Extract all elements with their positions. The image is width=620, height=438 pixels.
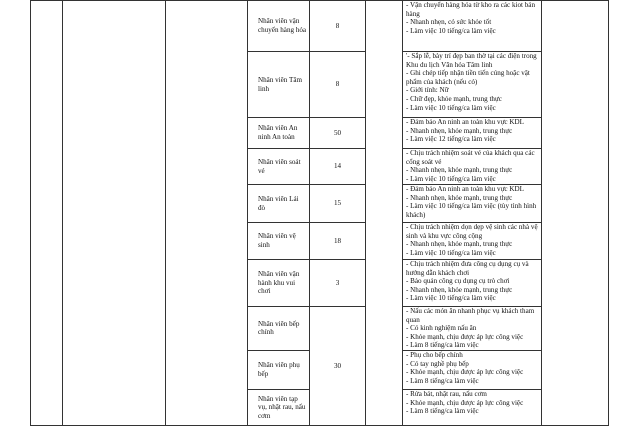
description-cell: [403, 149, 542, 185]
description-line: - Nhanh nhẹn, khỏe mạnh, trung thực: [406, 285, 513, 294]
description-line: - Khỏe mạnh, chịu được áp lực công việc: [406, 398, 524, 407]
description-cell: [403, 118, 542, 149]
count-cell: 18: [310, 223, 366, 260]
description-line: - Nhanh nhẹn, khỏe mạnh, trung thực: [406, 240, 513, 249]
description-line: - Chịu trách nhiệm đưa công cụ dụng cụ và hướng dẫn khách chơi: [406, 260, 529, 277]
description-line: - Khỏe mạnh, chịu được áp lực công việc: [406, 332, 524, 341]
description-line: - Làm 8 tiếng/ca làm việc: [406, 341, 479, 350]
description-cell: [403, 52, 542, 118]
description-line: - Làm việc 10 tiếng/ca làm việc: [406, 294, 496, 303]
description-line: - Làm việc 10 tiếng/ca làm việc (tùy tình hình khách): [406, 202, 537, 219]
description-line: - Chữ đẹp, khỏe mạnh, trung thực: [406, 94, 502, 103]
empty-cell: [63, 1, 166, 426]
count-cell: 15: [310, 185, 366, 223]
description-line: - Đảm bảo An ninh an toàn khu vực KDL: [406, 118, 524, 126]
description-cell: [403, 350, 542, 389]
description-line: - Ghi chép tiếp nhận tiền tiến cúng hoặc vật phẩm của khách (nếu có): [406, 69, 530, 86]
position-cell: Nhân viên tạp vụ, nhặt rau, nấu cơm: [248, 389, 310, 425]
description-line: - Chịu trách nhiệm soát vé của khách qua các cổng soát vé: [406, 149, 535, 166]
position-cell: Nhân viên vận hành khu vui chơi: [248, 260, 310, 307]
description-line: - Vận chuyển hàng hóa từ kho ra các kiot bán hàng: [406, 1, 535, 18]
count-cell: 8: [310, 52, 366, 118]
description-line: - Làm việc 12 tiếng/ca làm việc: [406, 135, 496, 144]
description-line: - Đảm bảo An ninh an toàn khu vực KDL: [406, 185, 524, 193]
description-line: - Nhanh nhẹn, có sức khỏe tốt: [406, 18, 492, 27]
empty-cell: [542, 1, 609, 426]
description-line: - Làm việc 10 tiếng/ca làm việc: [406, 248, 496, 257]
recruitment-table: [30, 0, 609, 426]
position-cell: Nhân viên vận chuyển hàng hóa: [248, 1, 310, 52]
empty-cell: [31, 1, 63, 426]
description-cell: [403, 185, 542, 223]
count-cell: 30: [310, 307, 366, 426]
count-cell: 14: [310, 149, 366, 185]
description-line: - Phụ cho bếp chính: [406, 350, 463, 359]
description-line: - Khỏe mạnh, chịu được áp lực công việc: [406, 368, 524, 377]
empty-cell: [366, 1, 403, 426]
empty-cell: [166, 1, 248, 426]
position-cell: Nhân viên vệ sinh: [248, 223, 310, 260]
description-cell: [403, 307, 542, 351]
description-line: - Bảo quản công cụ dụng cụ trò chơi: [406, 277, 510, 286]
position-cell: Nhân viên soát vé: [248, 149, 310, 185]
position-cell: Nhân viên phụ bếp: [248, 350, 310, 389]
description-line: - Nhanh nhẹn, khỏe mạnh, trung thực: [406, 126, 513, 135]
description-line: - Nhanh nhẹn, khỏe mạnh, trung thực: [406, 193, 513, 202]
description-line: - Nhanh nhẹn, khỏe mạnh, trung thực: [406, 166, 513, 175]
description-line: - Chịu trách nhiệm dọn dẹp vệ sinh các nhà vệ sinh và khu vực công cộng: [406, 223, 538, 240]
description-line: - Có kinh nghiệm nấu ăn: [406, 324, 477, 333]
description-line: - Có tay nghề phụ bếp: [406, 359, 469, 368]
description-line: - Rửa bát, nhặt rau, nấu cơm: [406, 389, 487, 398]
description-line: '- Sắp lễ, bày trí đẹp ban thờ tại các điện trong Khu du lịch Văn hóa Tâm linh: [406, 52, 537, 69]
position-cell: Nhân viên An ninh An toàn: [248, 118, 310, 149]
count-cell: 8: [310, 1, 366, 52]
description-cell: [403, 260, 542, 307]
count-cell: 3: [310, 260, 366, 307]
table-row: [31, 1, 609, 52]
description-line: - Làm 8 tiếng/ca làm việc: [406, 407, 479, 416]
description-line: - Làm 8 tiếng/ca làm việc: [406, 376, 479, 385]
description-line: - Nấu các món ăn nhanh phục vụ khách tham quan: [406, 307, 535, 324]
count-cell: 50: [310, 118, 366, 149]
description-cell: [403, 223, 542, 260]
description-line: - Làm việc 10 tiếng/ca làm việc: [406, 103, 496, 112]
description-line: - Làm việc 10 tiếng/ca làm việc: [406, 26, 496, 35]
position-cell: Nhân viên bếp chính: [248, 307, 310, 351]
position-cell: Nhân viên Lái đò: [248, 185, 310, 223]
description-line: - Làm việc 10 tiếng/ca làm việc: [406, 174, 496, 183]
description-cell: [403, 1, 542, 52]
description-line: - Giới tính: Nữ: [406, 86, 449, 95]
description-cell: [403, 389, 542, 425]
position-cell: Nhân viên Tâm linh: [248, 52, 310, 118]
